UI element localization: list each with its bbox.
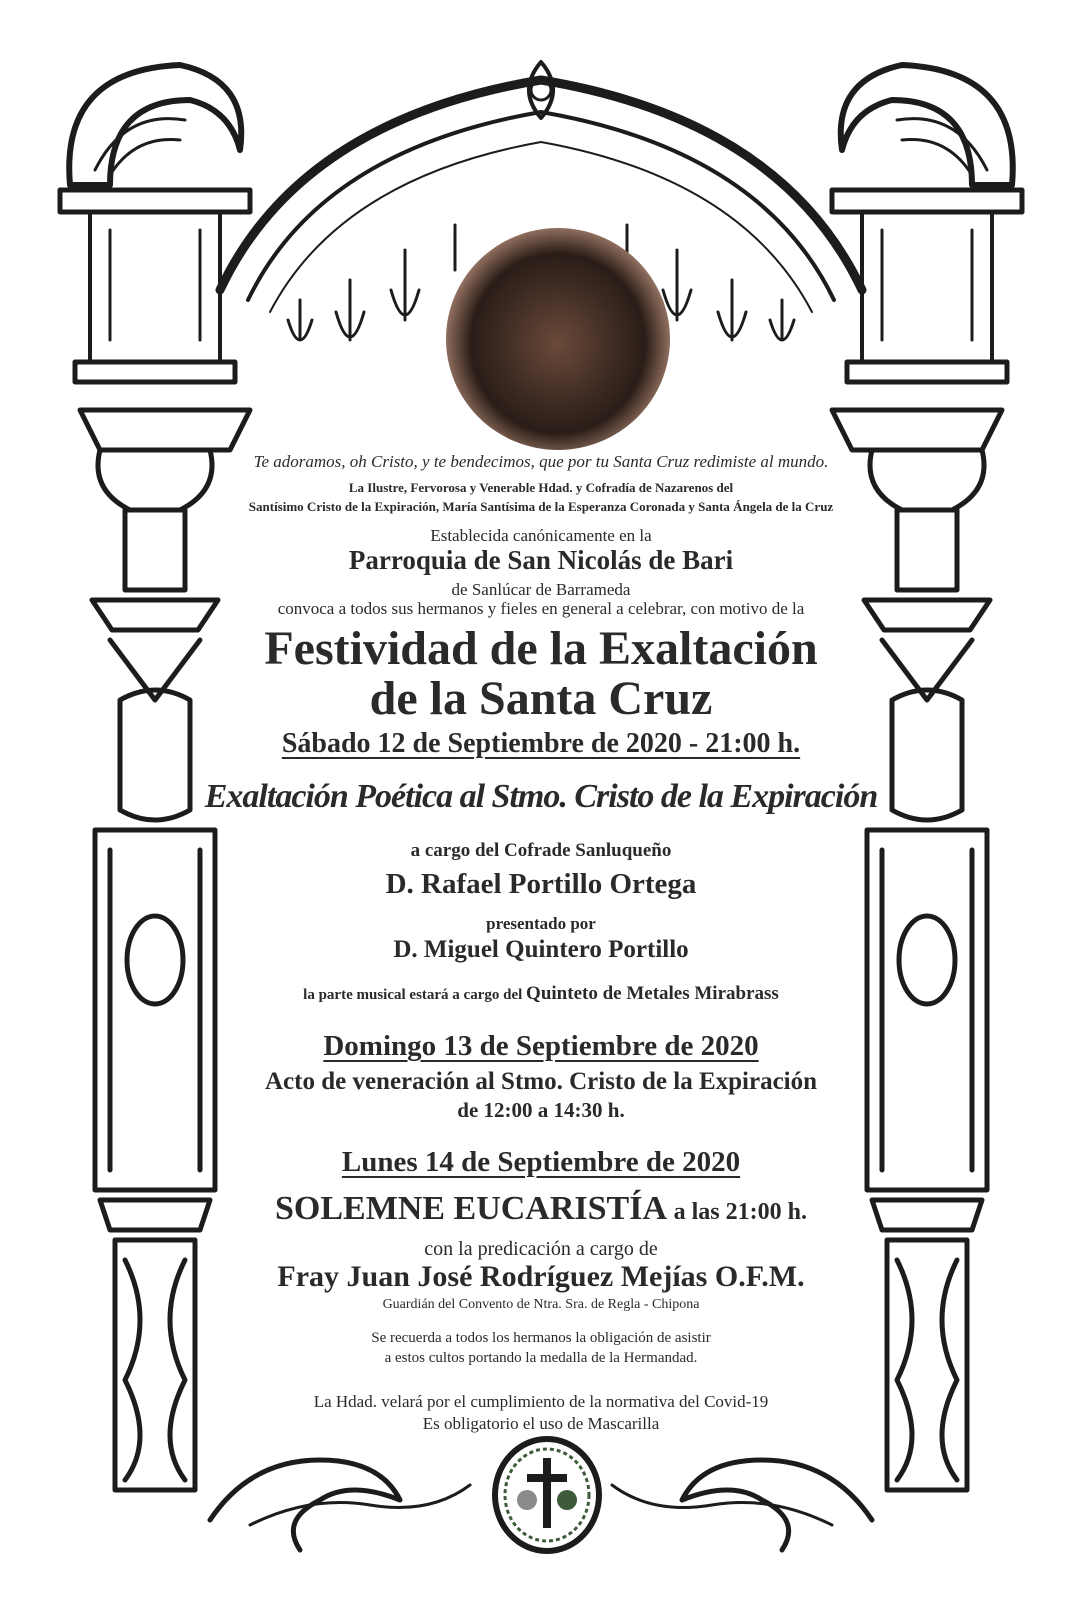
established-text: Establecida canónicamente en la (430, 526, 652, 545)
day1-music-prefix: la parte musical estará a cargo del (303, 987, 523, 1003)
brotherhood-line-2: Santísimo Cristo de la Expiración, María Santísima de la Esperanza Coronada y Santa Ángela de la Cruz (248, 499, 834, 514)
day3-preacher-role: Guardián del Convento de Ntra. Sra. de Regla - Chipona (382, 1297, 700, 1312)
convocation-text: convoca a todos sus hermanos y fieles en general a celebrar, con motivo de la (277, 599, 805, 618)
reminder-line-1: Se recuerda a todos los hermanos la obligación de asistir (371, 1330, 711, 1346)
day2-date: Domingo 13 de Septiembre de 2020 (323, 1030, 759, 1062)
town-name: de Sanlúcar de Barrameda (451, 580, 631, 599)
day1-speaker: D. Rafael Portillo Ortega (385, 868, 697, 900)
day3-preacher: Fray Juan José Rodríguez Mejías O.F.M. (277, 1260, 805, 1293)
day1-presented: presentado por (486, 914, 596, 933)
brotherhood-line-1: La Ilustre, Fervorosa y Venerable Hdad. y Cofradía de Nazarenos del (348, 480, 734, 495)
day1-music (0, 983, 1082, 1005)
day3-date: Lunes 14 de Septiembre de 2020 (341, 1146, 741, 1178)
day3-event: SOLEMNE EUCARISTÍA (274, 1190, 666, 1227)
parish-name: Parroquia de San Nicolás de Bari (348, 545, 734, 575)
reminder-line-2: a estos cultos portando la medalla de la Hermandad. (384, 1350, 698, 1366)
day3-line (0, 1190, 1082, 1228)
motto: Te adoramos, oh Cristo, y te bendecimos, que por tu Santa Cruz redimiste al mundo. (253, 452, 829, 471)
day1-event: Exaltación Poética al Stmo. Cristo de la Expiración (204, 778, 878, 815)
day1-date: Sábado 12 de Septiembre de 2020 - 21:00 h. (281, 728, 801, 759)
christ-portrait-image (446, 228, 670, 450)
covid-line-2: Es obligatorio el uso de Mascarilla (422, 1414, 660, 1433)
brotherhood-shield (495, 1439, 599, 1551)
festival-title-line-1: Festividad de la Exaltación (264, 622, 818, 675)
day1-music-group: Quinteto de Metales Mirabrass (526, 983, 779, 1004)
day1-presenter: D. Miguel Quintero Portillo (393, 936, 689, 963)
festival-title-line-2: de la Santa Cruz (369, 672, 713, 725)
day1-by: a cargo del Cofrade Sanluqueño (410, 840, 672, 861)
day2-event: Acto de veneración al Stmo. Cristo de la Expiración (264, 1068, 818, 1095)
day3-time: a las 21:00 h. (673, 1199, 807, 1225)
day2-time: de 12:00 a 14:30 h. (457, 1098, 625, 1122)
day3-preach: con la predicación a cargo de (424, 1238, 658, 1260)
covid-line-1: La Hdad. velará por el cumplimiento de la normativa del Covid-19 (313, 1392, 769, 1411)
